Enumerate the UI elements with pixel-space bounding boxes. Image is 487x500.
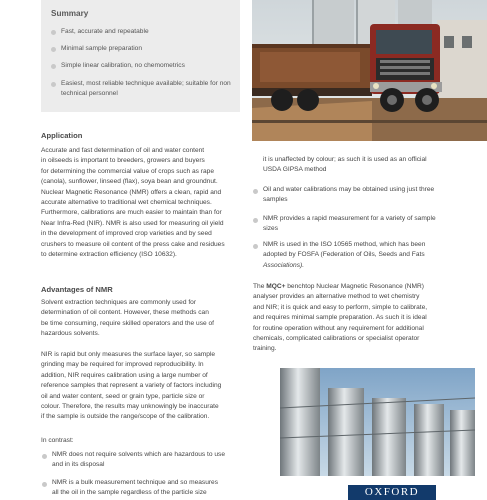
oxford-logo: OXFORD — [348, 485, 436, 500]
summary-box: Summary Fast, accurate and repeatable Minimal sample preparation Simple linear calibration, no chemometrics Easiest, most reliable technique available; suitable for non technical personnel — [41, 0, 240, 112]
product-name: MQC+ — [266, 283, 286, 290]
truck-photo — [252, 0, 487, 141]
in-contrast-label: In contrast: — [41, 437, 74, 444]
application-heading: Application — [41, 131, 83, 140]
summary-title: Summary — [51, 9, 89, 18]
storage-tanks-photo — [280, 368, 475, 476]
bullet-icon — [51, 30, 56, 35]
bullet-icon — [253, 218, 258, 223]
advantages-para-1: Solvent extraction techniques are commonly used for determination of oil content. However, these methods can be time consuming, require skilled operators and the use of hazardous solvents. — [41, 299, 214, 338]
advantages-heading: Advantages of NMR — [41, 285, 113, 294]
advantages-bullet: NMR does not require solvents which are hazardous to use and in its disposal — [52, 451, 225, 469]
right-bullet: Oil and water calibrations may be obtained using just three samples — [263, 186, 435, 204]
advantages-bullet: NMR is a bulk measurement technique and so measures all the oil in the sample regardless of the particle size — [52, 479, 219, 497]
mqc-paragraph: The MQC+ benchtop Nuclear Magnetic Resonance (NMR) analyser provides an alternative method to wet chemistry and NIR; it is quick and easy to perform, simple to calibrate, and requires minimal sample preparation. As such it is ideal for routine operation without any requirement for additional chemicals, complicated calibrations or specialist operator training. — [253, 283, 428, 353]
bullet-continuation: it is unaffected by colour; as such it is used as an official USDA GIPSA method — [263, 156, 427, 174]
bullet-icon — [42, 454, 47, 459]
application-body: Accurate and fast determination of oil and water content in oilseeds is important to breeders, growers and buyers for determining the commercial value of crops such as rape (canola), sunflower, linseed (flax), soya bean and groundnut. Nuclear Magnetic Resonance (NMR) offers a clean, rapid and accurate alternative to traditional wet chemical techniques. Furthermore, calibrations are much easier to maintain than for Near Infra-Red (NIR). NMR is also used for measuring oil yield in the development of improved crop varieties and by seed crushers to measure oil content of the press cake and residues to determine extraction efficiency (ISO 10632). — [41, 147, 225, 259]
bullet-icon — [253, 244, 258, 249]
bullet-icon — [51, 47, 56, 52]
bullet-icon — [42, 482, 47, 487]
right-bullet: NMR is used in the ISO 10565 method, which has been adopted by FOSFA (Federation of Oils, Seeds and Fats Associations). — [263, 241, 426, 269]
bullet-icon — [51, 64, 56, 69]
right-bullet: NMR provides a rapid measurement for a variety of sample sizes — [263, 215, 436, 233]
bullet-icon — [253, 189, 258, 194]
advantages-para-2: NIR is rapid but only measures the surface layer, so sample grinding may be required for improved reproducibility. In addition, NIR requires calibration using a large number of reference samples that represent a variety of factors including oil and water content, seed or grain type, particle size or colour. Therefore, the results may unknowingly be inaccurate if the sample is outside the range/scope of the calibration. — [41, 351, 222, 421]
bullet-icon — [51, 82, 56, 87]
